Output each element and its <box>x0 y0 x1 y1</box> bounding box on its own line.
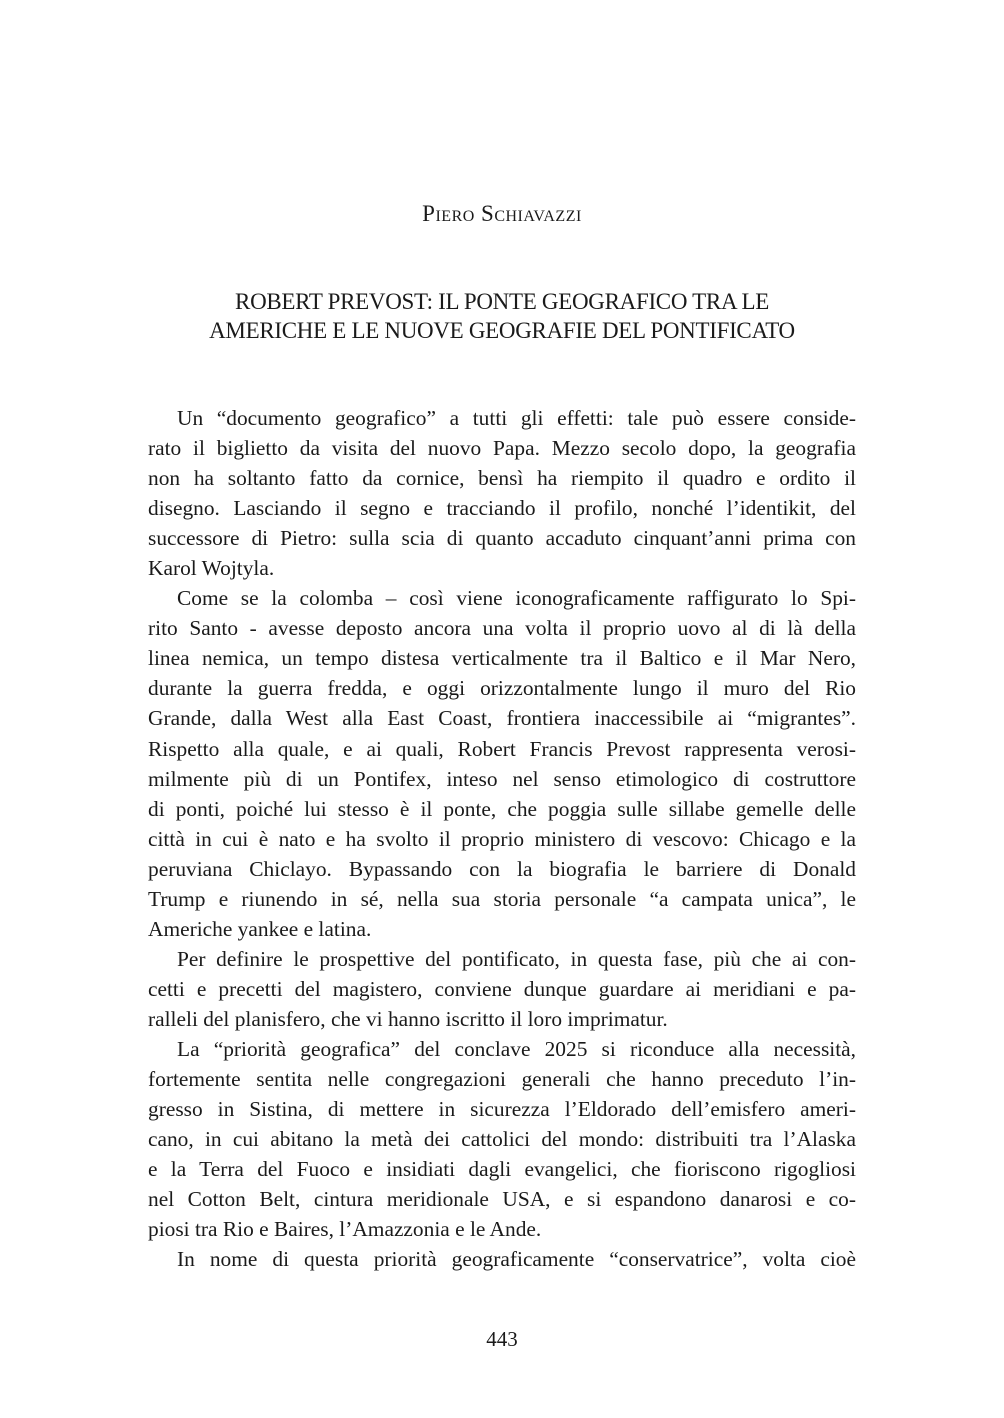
text-line: Per definire le prospettive del pontificato, in questa fase, più che ai con- <box>177 946 856 971</box>
text-line: linea nemica, un tempo distesa verticalmente tra il Baltico e il Mar Nero, <box>148 646 856 671</box>
text-line: Trump e riunendo in sé, nella sua storia personale “a campata unica”, le <box>148 886 856 911</box>
text-line: rito Santo - avesse deposto ancora una volta il proprio uovo al di là della <box>148 616 856 641</box>
text-line: nel Cotton Belt, cintura meridionale USA, e si espandono danarosi e co- <box>148 1187 856 1212</box>
title-line: AMERICHE E LE NUOVE GEOGRAFIE DEL PONTIFICATO <box>209 318 795 343</box>
text-line: fortemente sentita nelle congregazioni generali che hanno preceduto l’in- <box>148 1067 856 1092</box>
text-line: non ha soltanto fatto da cornice, bensì ha riempito il quadro e ordito il <box>148 466 856 491</box>
text-line: città in cui è nato e ha svolto il proprio ministero di vescovo: Chicago e la <box>148 826 856 851</box>
text-line: Come se la colomba – così viene iconograficamente raffigurato lo Spi- <box>177 586 856 611</box>
text-line: milmente più di un Pontifex, inteso nel senso etimologico di costruttore <box>148 766 856 791</box>
page-number: 443 <box>486 1327 518 1351</box>
article-body <box>148 403 856 1274</box>
paragraph <box>148 583 856 944</box>
text-line: Karol Wojtyla. <box>148 556 275 581</box>
text-line: La “priorità geografica” del conclave 2025 si riconduce alla necessità, <box>177 1036 856 1061</box>
text-line: Rispetto alla quale, e ai quali, Robert Francis Prevost rappresenta verosi- <box>148 736 856 761</box>
paragraph <box>148 1034 856 1244</box>
title-line: ROBERT PREVOST: IL PONTE GEOGRAFICO TRA LE <box>235 289 769 314</box>
paragraph <box>148 403 856 583</box>
text-line: successore di Pietro: sulla scia di quanto accaduto cinquant’anni prima con <box>148 526 856 551</box>
text-line: disegno. Lasciando il segno e tracciando il profilo, nonché l’identikit, del <box>148 496 856 521</box>
text-line: durante la guerra fredda, e oggi orizzontalmente lungo il muro del Rio <box>148 676 856 701</box>
text-line: Americhe yankee e latina. <box>148 916 372 941</box>
text-line: Un “documento geografico” a tutti gli effetti: tale può essere conside- <box>177 406 856 430</box>
article-title <box>140 287 864 345</box>
text-line: e la Terra del Fuoco e insidiati dagli evangelici, che fioriscono rigogliosi <box>148 1157 856 1182</box>
text-line: piosi tra Rio e Baires, l’Amazzonia e le Ande. <box>148 1217 542 1242</box>
text-line: rato il biglietto da visita del nuovo Papa. Mezzo secolo dopo, la geografia <box>148 436 856 461</box>
text-line: cano, in cui abitano la metà dei cattolici del mondo: distribuiti tra l’Alaska <box>148 1127 856 1152</box>
text-line: gresso in Sistina, di mettere in sicurezza l’Eldorado dell’emisfero ameri- <box>148 1097 856 1122</box>
author-name: Piero Schiavazzi <box>422 201 582 226</box>
text-line: peruviana Chiclayo. Bypassando con la biografia le barriere di Donald <box>148 856 856 881</box>
text-line: In nome di questa priorità geograficamente “conservatrice”, volta cioè <box>177 1247 856 1272</box>
paragraph <box>148 944 856 1034</box>
text-line: cetti e precetti del magistero, conviene dunque guardare ai meridiani e pa- <box>148 976 856 1001</box>
text-line: di ponti, poiché lui stesso è il ponte, che poggia sulle sillabe gemelle delle <box>148 796 856 821</box>
text-line: ralleli del planisfero, che vi hanno iscritto il loro imprimatur. <box>148 1006 668 1031</box>
text-line: Grande, dalla West alla East Coast, frontiera inaccessibile ai “migrantes”. <box>148 706 856 731</box>
paragraph <box>148 1244 856 1274</box>
